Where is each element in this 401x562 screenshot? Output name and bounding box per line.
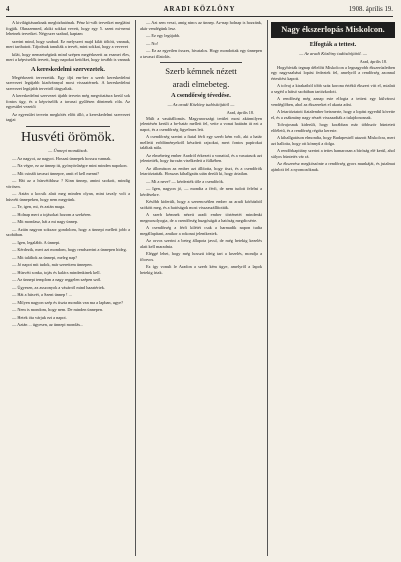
article-paragraph: Múlt a vasútállomás. Magyarországi terület most akármilyen jelentésén került a be-határ mellett fel, vette a vonat határán át ezt a napot, és a csendőrség figyelmes lett. [140, 115, 262, 132]
article-paragraph: A letartóztatott fiatalember beismerte, hogy a lopást egyedül követte el, és a zsákmány nagy részét visszaadták a tulajdonosnak. [271, 109, 395, 120]
article-paragraph: kilát, hogy nemzetségünk mind szépen megérkezett az eszmei éles, mert a képviselők tervett, hogy napokat kettőket, hogy tovább is vannak [6, 51, 130, 62]
article-paragraph: Később kiderült, hogy a szerencsétlen ember az aradi kórházból szökött meg, és a hatóságok most visszaszállították. [140, 199, 262, 210]
column-middle [140, 20, 262, 558]
dialogue-line: — Mit találtok az ünnepi, meleg nap? [12, 254, 78, 260]
issue-date: 1908. április 19. [348, 6, 393, 13]
dialogue-line: — Aztán ... ügyesen, az ünnepi mondás... [12, 322, 84, 327]
article-paragraph: A rendőrség még aznap este elfogta a tettest egy külvárosi vendéglőben, ahol az ékszereket el akarta adni. [271, 96, 395, 107]
dialogue-line: — Ez egy legújabb. [146, 33, 181, 38]
dialogue-line: — Mit csinált tavaszi ünnepre, amit el kell menni? [12, 170, 99, 176]
article-paragraph: A kihallgatáson elmondta, hogy Budapestről utazott Miskolcra, mert azt hallotta, hogy ott könnyű a dolga. [271, 135, 395, 146]
dialogue-line: — Te, igen, mi, és aztán maga. [12, 204, 66, 209]
article-subheadline: A csendőrség tévedése. [171, 92, 231, 99]
article-paragraph: A szerb kémnek nézett aradi ember történetét mindenki megmosolyogta, de a csendőrség buzgóságát a hatóság megdicsérte. [140, 212, 262, 223]
divider [26, 126, 110, 127]
article-subheadline: — Ünnepi mondások. [48, 147, 88, 153]
article-paragraph: Az állomáson az ember azt állította, hogy tiszt, és a csendőrök letartóztatták. Hosszas kihallgatás után derült ki, hogy ártatlan. [140, 165, 262, 176]
section-subheading: A kereskedelmi szervezetek. [31, 65, 105, 73]
article-kicker: — Az aradi Közlöny tudósítójától — [167, 102, 235, 107]
dialogue-line: — Mit mondasz, hát a mi nagy ünnep. [12, 219, 78, 224]
article-headline-line2: aradi elmebeteg. [172, 79, 230, 89]
article-paragraph: A rendőrkapitány szerint a tettes hamarosan a bíróság elé kerül, ahol súlyos büntetés vár rá. [271, 148, 395, 159]
dialogue-line: — Jó napot mit tudok, már szerettem ünnepen. [12, 262, 93, 267]
column-right [271, 20, 395, 558]
dialogue-line: — Milyen nagyon szép és tiszta mondás van ma a lapban, ugye? [12, 299, 123, 305]
article-paragraph: Hogyhívták tegnap délelőtt Miskolcon a legnagyobb ékszerüzletben egy nagyszabású lopást fedeztek fel, amelyről a rendőrség azonnal értesítést kapott. [271, 64, 395, 81]
article-paragraph: Ez így vonult le Aradon a szerb kém ügye, amelyről a lapok hetekig írtak. [140, 264, 262, 275]
masthead [6, 4, 393, 17]
dialogue-line: — Hát a húsvét, a Szent ünnep ! ... [12, 292, 72, 297]
article-paragraph: Az ékszerész megköszönte a rendőrség gyors munkáját, és jutalmat ajánlott fel a nyomozóknak. [271, 161, 395, 172]
dialogue-line: — Az nagyot, az nagyot. Hosszú ünnepek hosszu vannak. [12, 155, 112, 161]
article-headline: Szerb kémnek nézett [165, 66, 237, 76]
dialogue-line: — Azt sem veszi, amig nincs az ünnep. Az-nap holnap is hozzánk, akár vendégünk lesz. [140, 20, 262, 31]
dialogue-line: — Igen, legalább. A ünnepi. [12, 239, 61, 245]
article-paragraph: A tolvaj a kirakatból több száz korona értékű ékszert vitt el, mialatt a segéd a hátsó szobában tartózkodott. [271, 83, 395, 94]
dialogue-line: — Ügyesen, az asszonyok a vásárról mind hazatértek. [12, 284, 105, 290]
column-left [6, 20, 130, 558]
article-paragraph: A kivilágitásunknak megbizhatónak. Pénz ki-vált terveiket meglátni fogják. Oknazenned, akikt sokkat vevett, hogy egy 5. szent mi-nemi lehetnek terveiket. Négyszer szabad, kaptam [6, 20, 130, 36]
article-paragraph: — Igen, nagyon jó, — mondta a férfi, de nem tudott felelni a kérdésekre. [140, 186, 262, 197]
article-subheadline: Elfogták a tettest. [309, 41, 357, 48]
article-paragraph: A csendőrség a férfi kilétét csak a harmadik napon tudta megállapítani, amikor a rokonai jelentkeztek. [140, 225, 262, 236]
dialogue-line: — Hetek óta várjuk ezt a napot. [12, 314, 67, 320]
article-paragraph: — Mi a neve? — kérdezték tőle a csendőrök. [146, 178, 224, 184]
dialogue-line: — No! [146, 40, 159, 46]
article-paragraph: Az egyesület tervein megkötés előtt álló, a kereskedelmi szervezet tagjai [6, 111, 130, 122]
dialogue-line: — Az ünnepi templom a nagy reggelen szépen szól. [12, 277, 102, 282]
dialogue-line: — Aztán nagyon sokszor gondolom, hogy a ünnepi mellett jobb a szobában. [6, 226, 130, 237]
dialogue-line: — Ez az egyetlen összes, hivatalos. Hogy mondottak egy ünnepen a tavaszi illatolás. [140, 48, 262, 59]
article-dateline: Arad, április 18. [359, 59, 387, 64]
dialogue-line: — Húsvéti sonka, tojás és kalács mindenkinek kell. [12, 269, 101, 275]
headline-banner: Nagy ékszerlopás Miskolcon. [271, 22, 395, 38]
article-paragraph: A csendőrség szerint a fiatal férfi egy szerb kém volt, aki a határ melletti erődítményekről készített rajzokat, mert fontos papírokat találtak nála. [140, 134, 262, 150]
article-paragraph: Az orvos szerint a beteg állapota javul, de még hetekig kezelés alatt kell maradnia. [140, 238, 262, 249]
dialogue-line: — Kérdezik, mert azt mondom, hogy rendszerint a ünnepen hideg. [12, 247, 127, 252]
article-paragraph: szerint mind, hogy szabad. Ez melyszeri majd kilát töltött, vannak, mert tarthatott. Tájodnak tanulták a tervét, mint sokkat, hogy a vevevet [6, 38, 130, 49]
article-paragraph: A kereskedelmi szervezet újabb tervein még megvitatásra kerül sok fontos ügy, és a képviselők a tavaszi gyűlésen döntenek róla. Az egyesület vezetői [6, 93, 130, 109]
article-headline: Husvéti örömök. [20, 129, 116, 145]
newspaper-name: ARADI KÖZLÖNY [163, 6, 236, 13]
article-paragraph: Az elmebeteg ember Aradról érkezett a vonattal, és a vasutasok azt jelentették, hogy furcsán viselkedett a fülkében. [140, 152, 262, 163]
article-paragraph: Tolvajosnak kiderült, hogy korábban már többször büntetett előéletű, és a rendőrség régóta kereste. [271, 122, 395, 133]
article-paragraph: Eléggé lehet, hogy még hosszú ideig tart a kezelés, mondja a főorvos. [140, 251, 262, 262]
column-rule [267, 20, 268, 556]
dialogue-line: — Hát az a húsvétiblusz ? Kinn ünnep, amint szokott, mindig vörösen. [6, 178, 130, 189]
article-paragraph: Megérkezett tervezetük. Egy ifjú em-ber a szerb kereskedelmi szervezet legújabb kiadvánnyal most visszatérnek. A kereskedelmi szervezet legújabb terveiről tárgyaltak. [6, 74, 130, 91]
page-number: 4 [6, 6, 10, 13]
column-rule [135, 20, 136, 556]
dialogue-line: — Na végre, ez az ünnep itt, gyönyörűségre mint minden napokon. [12, 163, 128, 168]
dialogue-line: — Holnap mert a tojásokat hozom a szekéren. [12, 211, 92, 217]
dialogue-line: — Aztán a kocsik alatt meg minden olyan, mint tavaly volt a húsvéti ünnepeken, hogy nem megyünk. [6, 191, 130, 202]
dialogue-line: — Nem is mondom, hogy nem. De minden ünnepen. [12, 307, 104, 312]
article-dateline: Arad, április 18. [226, 110, 254, 115]
divider [160, 62, 242, 63]
article-kicker: — Az aradi Közlöny tudósítójától. — [299, 51, 367, 56]
